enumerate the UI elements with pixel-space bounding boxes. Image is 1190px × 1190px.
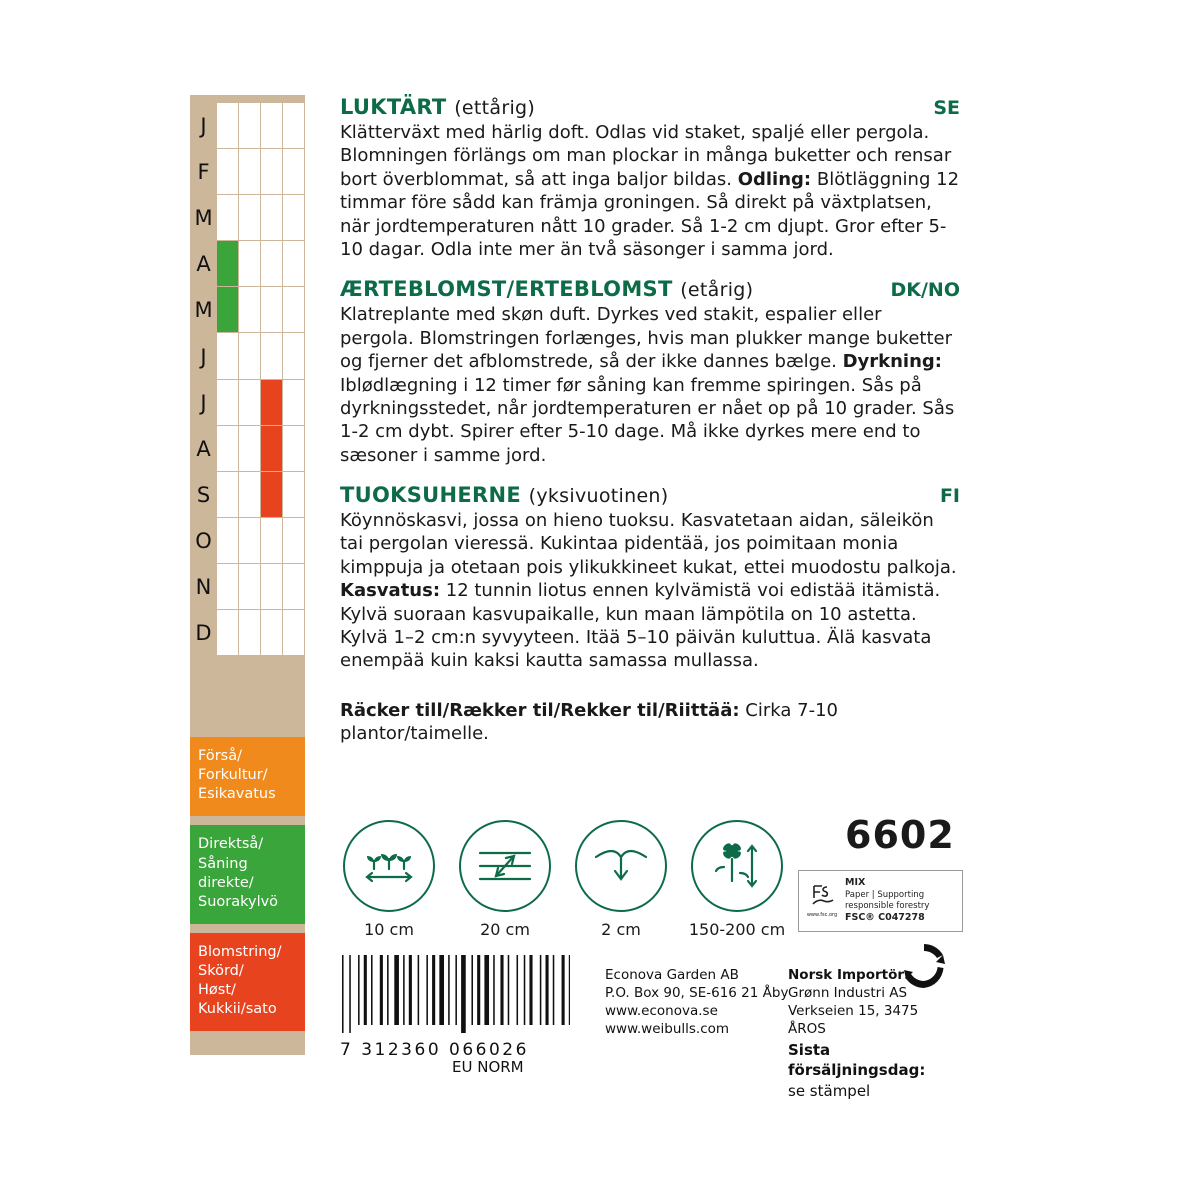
section-language: DK/NO xyxy=(890,279,960,302)
calendar-cell xyxy=(217,333,239,379)
row-spacing-icon xyxy=(459,820,551,912)
calendar-cell xyxy=(239,518,261,564)
calendar-cell xyxy=(239,241,261,287)
section-language: SE xyxy=(933,97,960,119)
section-dkno xyxy=(340,277,960,467)
calendar-cell xyxy=(261,103,283,149)
calendar-top-padding xyxy=(190,95,305,103)
last-sale-title: Sista försäljningsdag: xyxy=(788,1041,926,1080)
section-body: Köynnöskasvi, jossa on hieno tuoksu. Kasvatetaan aidan, säleikön tai pergolan vieressä. Kukintaa pidentää, jos poimitaan monia kimppuja ja otetaan pois ylikukkineet kukat, ettei muodostu palkoja. Kasvatus: 12 tunnin liotus ennen kylvämistä voi edistää itämistä. Kylvä suoraan kasvupaikalle, kun maan lämpötila on 10 astetta. Kylvä 1–2 cm:n syvyyteen. Itää 5–10 päivän kuluttua. Älä kasvata enempää kuin kaksi kautta samassa mullassa. xyxy=(340,510,957,672)
calendar-month-label: J xyxy=(190,380,217,426)
legend-sow-direct xyxy=(190,825,305,924)
calendar-cells xyxy=(217,333,305,379)
calendar-cell xyxy=(261,149,283,195)
calendar-cell xyxy=(217,195,239,241)
section-se xyxy=(340,95,960,261)
calendar-cell xyxy=(217,149,239,195)
calendar-cell xyxy=(239,287,261,333)
calendar-month-label: D xyxy=(190,610,217,656)
calendar-cell xyxy=(239,564,261,610)
legend-line: Forkultur/ xyxy=(198,767,268,784)
fsc-label xyxy=(798,870,963,932)
calendar-month-label: A xyxy=(190,241,217,287)
calendar-cell xyxy=(239,610,261,656)
fsc-logo-icon xyxy=(799,878,845,924)
yield-value: Cirka 7-10 plantor/taimelle. xyxy=(340,699,838,745)
calendar-legend xyxy=(190,715,305,1043)
company-website-1: www.econova.se xyxy=(605,1002,718,1019)
legend-line: Direktså/ xyxy=(198,836,264,853)
calendar-cells xyxy=(217,149,305,195)
calendar-row xyxy=(190,333,305,379)
calendar-cells xyxy=(217,472,305,518)
calendar-month-label: A xyxy=(190,426,217,472)
calendar-cell xyxy=(261,610,283,656)
calendar-cell xyxy=(283,472,305,518)
section-title-paren: (ettårig) xyxy=(454,97,536,119)
calendar-cell xyxy=(261,380,283,426)
section-title-text: TUOKSUHERNE xyxy=(340,483,521,508)
legend-line: direkte/ xyxy=(198,874,254,891)
calendar-row xyxy=(190,610,305,656)
calendar-cells xyxy=(217,287,305,333)
section-header xyxy=(340,277,960,301)
calendar-cells xyxy=(217,103,305,149)
company-website-2: www.weibulls.com xyxy=(605,1020,730,1037)
icon-label: 150-200 cm xyxy=(688,920,786,939)
section-header xyxy=(340,483,960,507)
company-street: P.O. Box 90, SE-616 21 Åby xyxy=(605,984,789,1001)
section-title-paren: (yksivuotinen) xyxy=(528,485,669,508)
plant-spacing-icon xyxy=(343,820,435,912)
calendar-cell xyxy=(239,472,261,518)
calendar-row xyxy=(190,426,305,472)
calendar-cell xyxy=(239,380,261,426)
fsc-text xyxy=(845,877,929,925)
sowing-depth-icon xyxy=(575,820,667,912)
calendar-cell xyxy=(283,241,305,287)
yield-line xyxy=(340,699,960,746)
icon-plant-spacing xyxy=(340,820,438,939)
barcode xyxy=(340,955,570,1060)
section-fi xyxy=(340,483,960,673)
section-language: FI xyxy=(939,485,960,508)
importer-address xyxy=(788,967,960,1039)
section-header xyxy=(340,95,960,119)
legend-line: Skörd/ xyxy=(198,963,244,979)
calendar-cell xyxy=(283,518,305,564)
calendar-row xyxy=(190,287,305,333)
calendar-month-label: N xyxy=(190,564,217,610)
calendar-month-label: M xyxy=(190,195,217,241)
description-column xyxy=(340,95,960,746)
calendar-cell xyxy=(239,103,261,149)
calendar-month-label: J xyxy=(190,103,217,149)
calendar-month-label: J xyxy=(190,333,217,379)
calendar-grid xyxy=(190,103,305,656)
legend-bottom-padding xyxy=(190,1031,305,1043)
fsc-url: www.fsc.org xyxy=(806,912,838,918)
calendar-cell xyxy=(261,472,283,518)
company-address xyxy=(605,967,788,1039)
calendar-cell xyxy=(217,426,239,472)
section-title-text: LUKTÄRT xyxy=(340,95,447,119)
importer-title: Norsk Importör: xyxy=(788,967,910,983)
calendar-cell xyxy=(261,333,283,379)
calendar-cell xyxy=(217,103,239,149)
calendar-cell xyxy=(239,195,261,241)
barcode-digits: 312360 066026 xyxy=(361,1040,529,1060)
calendar-cell xyxy=(283,610,305,656)
company-name: Econova Garden AB xyxy=(605,967,739,983)
calendar-cells xyxy=(217,610,305,656)
icon-row-spacing xyxy=(456,820,554,939)
icon-plant-height xyxy=(688,820,786,939)
calendar-cell xyxy=(283,149,305,195)
calendar-cells xyxy=(217,564,305,610)
legend-sow-indoors xyxy=(190,737,305,816)
calendar-row xyxy=(190,564,305,610)
eu-norm-label: EU NORM xyxy=(452,1058,524,1076)
section-title xyxy=(340,95,535,119)
legend-gap xyxy=(190,816,305,825)
calendar-cell xyxy=(261,564,283,610)
calendar-cell xyxy=(283,426,305,472)
last-sale-value: se stämpel xyxy=(788,1081,871,1100)
fsc-code: FSC® C047278 xyxy=(845,912,925,924)
calendar-cell xyxy=(217,518,239,564)
calendar-cell xyxy=(217,610,239,656)
calendar-month-label: S xyxy=(190,472,217,518)
calendar-row xyxy=(190,149,305,195)
calendar-cell xyxy=(217,241,239,287)
icon-label: 10 cm xyxy=(364,920,414,939)
calendar-cell xyxy=(283,195,305,241)
calendar-row xyxy=(190,380,305,426)
calendar-cell xyxy=(283,103,305,149)
calendar-cell xyxy=(283,564,305,610)
fsc-line1: Paper | Supporting xyxy=(845,889,925,900)
legend-line: Esikavatus xyxy=(198,786,276,803)
calendar-cell xyxy=(261,241,283,287)
importer-name: Grønn Industri AS xyxy=(788,984,908,1001)
legend-line: Blomstring/ xyxy=(198,943,282,960)
importer-street: Verkseien 15, 3475 ÅROS xyxy=(788,1002,919,1037)
barcode-lead-digit: 7 xyxy=(340,1040,354,1060)
calendar-month-label: F xyxy=(190,149,217,195)
calendar-cell xyxy=(261,426,283,472)
calendar-cell xyxy=(283,333,305,379)
legend-gap xyxy=(190,924,305,933)
legend-bloom-harvest xyxy=(190,933,305,1032)
fsc-line2: responsible forestry xyxy=(845,901,930,911)
calendar-cell xyxy=(239,426,261,472)
calendar-cell xyxy=(283,380,305,426)
legend-line: Såning xyxy=(198,855,248,872)
plant-height-icon xyxy=(691,820,783,912)
growing-icons xyxy=(340,820,790,939)
yield-label: Räcker till/Rækker til/Rekker til/Riittää: xyxy=(340,699,740,721)
section-title-text: ÆRTEBLOMST/ERTEBLOMST xyxy=(340,277,673,302)
calendar-cells xyxy=(217,426,305,472)
legend-line: Kukkii/sato xyxy=(198,1001,277,1018)
section-body: Klätterväxt med härlig doft. Odlas vid staket, spaljé eller pergola. Blomningen förlängs om man plockar in många buketter och rensar bort överblommat, så att inga baljor bildas. Odling: Blötläggning 12 timmar före sådd kan främja groningen. Så direkt på växtplatsen, när jordtemperaturen nått 10 grader. Så 1-2 cm djupt. Gror efter 5-10 dagar. Odla inte mer än två säsonger i samma jord. xyxy=(340,122,960,260)
barcode-number xyxy=(340,1040,570,1060)
calendar-cells xyxy=(217,518,305,564)
calendar-row xyxy=(190,518,305,564)
barcode-bars xyxy=(340,955,570,1033)
calendar-cell xyxy=(217,564,239,610)
product-code: 6602 xyxy=(845,813,955,857)
calendar-cell xyxy=(217,380,239,426)
calendar-cells xyxy=(217,241,305,287)
icon-sowing-depth xyxy=(572,820,670,939)
calendar-cell xyxy=(239,149,261,195)
calendar-row xyxy=(190,241,305,287)
calendar-cells xyxy=(217,380,305,426)
legend-line: Förså/ xyxy=(198,748,242,764)
calendar-cell xyxy=(239,333,261,379)
section-body: Klatreplante med skøn duft. Dyrkes ved stakit, espalier eller pergola. Blomstringen forlænges, hvis man plukker mange buketter og fjerner det afblomstrede, så der ikke dannes bælge. Dyrkning: Iblødlægning i 12 timer før såning kan fremme spiringen. Sås på dyrkningsstedet, når jordtemperaturen er nået op på 10 grader. Sås 1-2 cm dybt. Spirer efter 5-10 dage. Må ikke dyrkes mere end to sæsoner i samme jord. xyxy=(340,304,955,466)
section-title-paren: (etårig) xyxy=(680,279,754,302)
calendar-cell xyxy=(261,518,283,564)
legend-line: Høst/ xyxy=(198,982,236,999)
calendar-cell xyxy=(261,287,283,333)
icon-label: 2 cm xyxy=(601,920,641,939)
legend-top-padding xyxy=(190,715,305,737)
last-sale-date xyxy=(788,1040,960,1101)
section-title xyxy=(340,277,753,301)
fsc-mix: MIX xyxy=(845,877,866,889)
calendar-cell xyxy=(283,287,305,333)
calendar-cells xyxy=(217,195,305,241)
calendar-month-label: M xyxy=(190,287,217,333)
section-title xyxy=(340,483,669,507)
icon-label: 20 cm xyxy=(480,920,530,939)
seed-packet-back xyxy=(190,95,960,1100)
calendar-row xyxy=(190,472,305,518)
calendar-row xyxy=(190,195,305,241)
calendar-cell xyxy=(217,287,239,333)
calendar-row xyxy=(190,103,305,149)
legend-line: Suorakylvö xyxy=(198,893,279,910)
calendar-cell xyxy=(217,472,239,518)
calendar-month-label: O xyxy=(190,518,217,564)
calendar-cell xyxy=(261,195,283,241)
